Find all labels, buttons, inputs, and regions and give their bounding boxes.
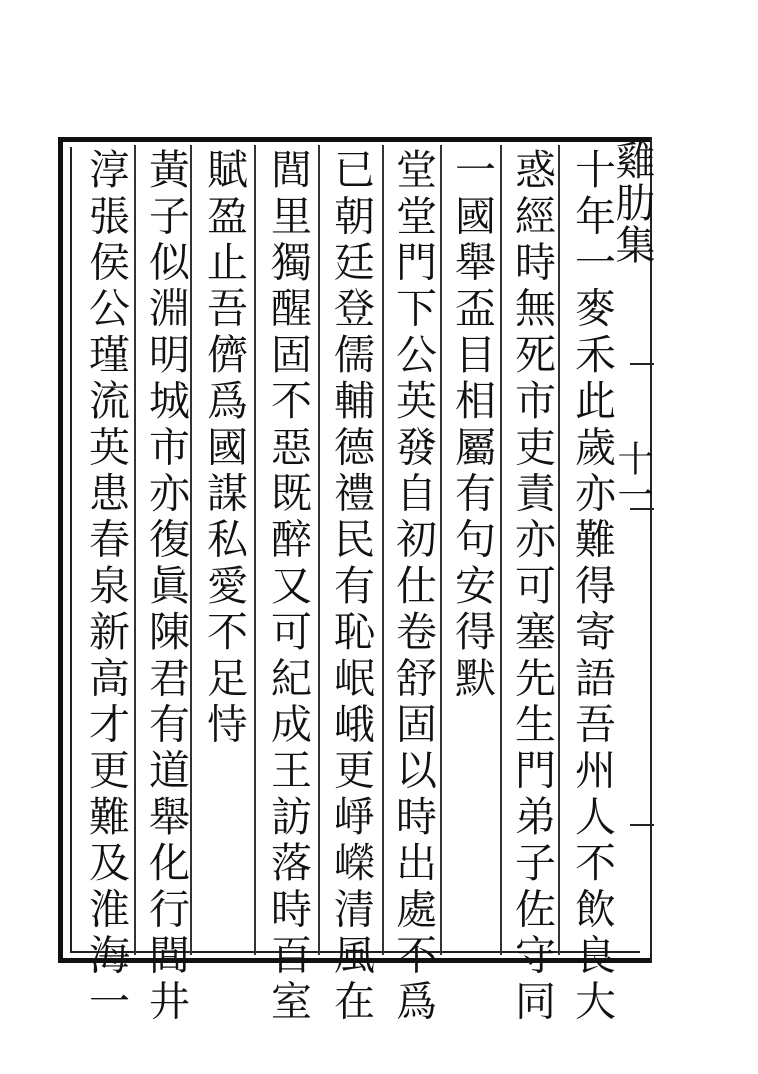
text-column-1: 十年一麥禾此歲亦難得寄語吾州人不飲良大 <box>568 148 616 1026</box>
text-column-5: 已朝廷登儒輔德禮民有恥岷峨更崢嶸清風在 <box>327 148 375 1026</box>
text-column-2: 惑經時無死市吏責亦可塞先生門弟子佐守同 <box>508 148 556 1026</box>
column-divider <box>382 145 384 955</box>
inner-border-left <box>70 147 72 953</box>
text-column-3: 一國舉盃目相屬有句安得默 <box>448 148 496 703</box>
column-divider <box>318 145 320 955</box>
text-column-4: 堂堂門下公英發自初仕卷舒固以時出處不爲 <box>389 148 437 1026</box>
fishtail-mark-lower <box>630 824 654 826</box>
column-divider <box>134 145 136 955</box>
text-column-7: 賦盈止吾儕爲國謀私愛不足恃 <box>200 148 248 749</box>
page-number: 十一 <box>612 440 653 512</box>
text-column-8: 黃子似淵明城市亦復眞陳君有道舉化行閭井 <box>142 148 190 1026</box>
column-divider <box>500 145 502 955</box>
column-divider <box>254 145 256 955</box>
column-divider <box>558 145 560 955</box>
fishtail-mark-upper <box>630 363 654 365</box>
text-column-9: 淳張侯公瑾流英患春泉新高才更難及淮海一 <box>82 148 130 1026</box>
column-divider <box>440 145 442 955</box>
text-column-6: 閭里獨醒固不惡既醉又可紀成王訪落時百室 <box>264 148 312 1026</box>
book-title: 雞肋集 <box>609 140 655 266</box>
